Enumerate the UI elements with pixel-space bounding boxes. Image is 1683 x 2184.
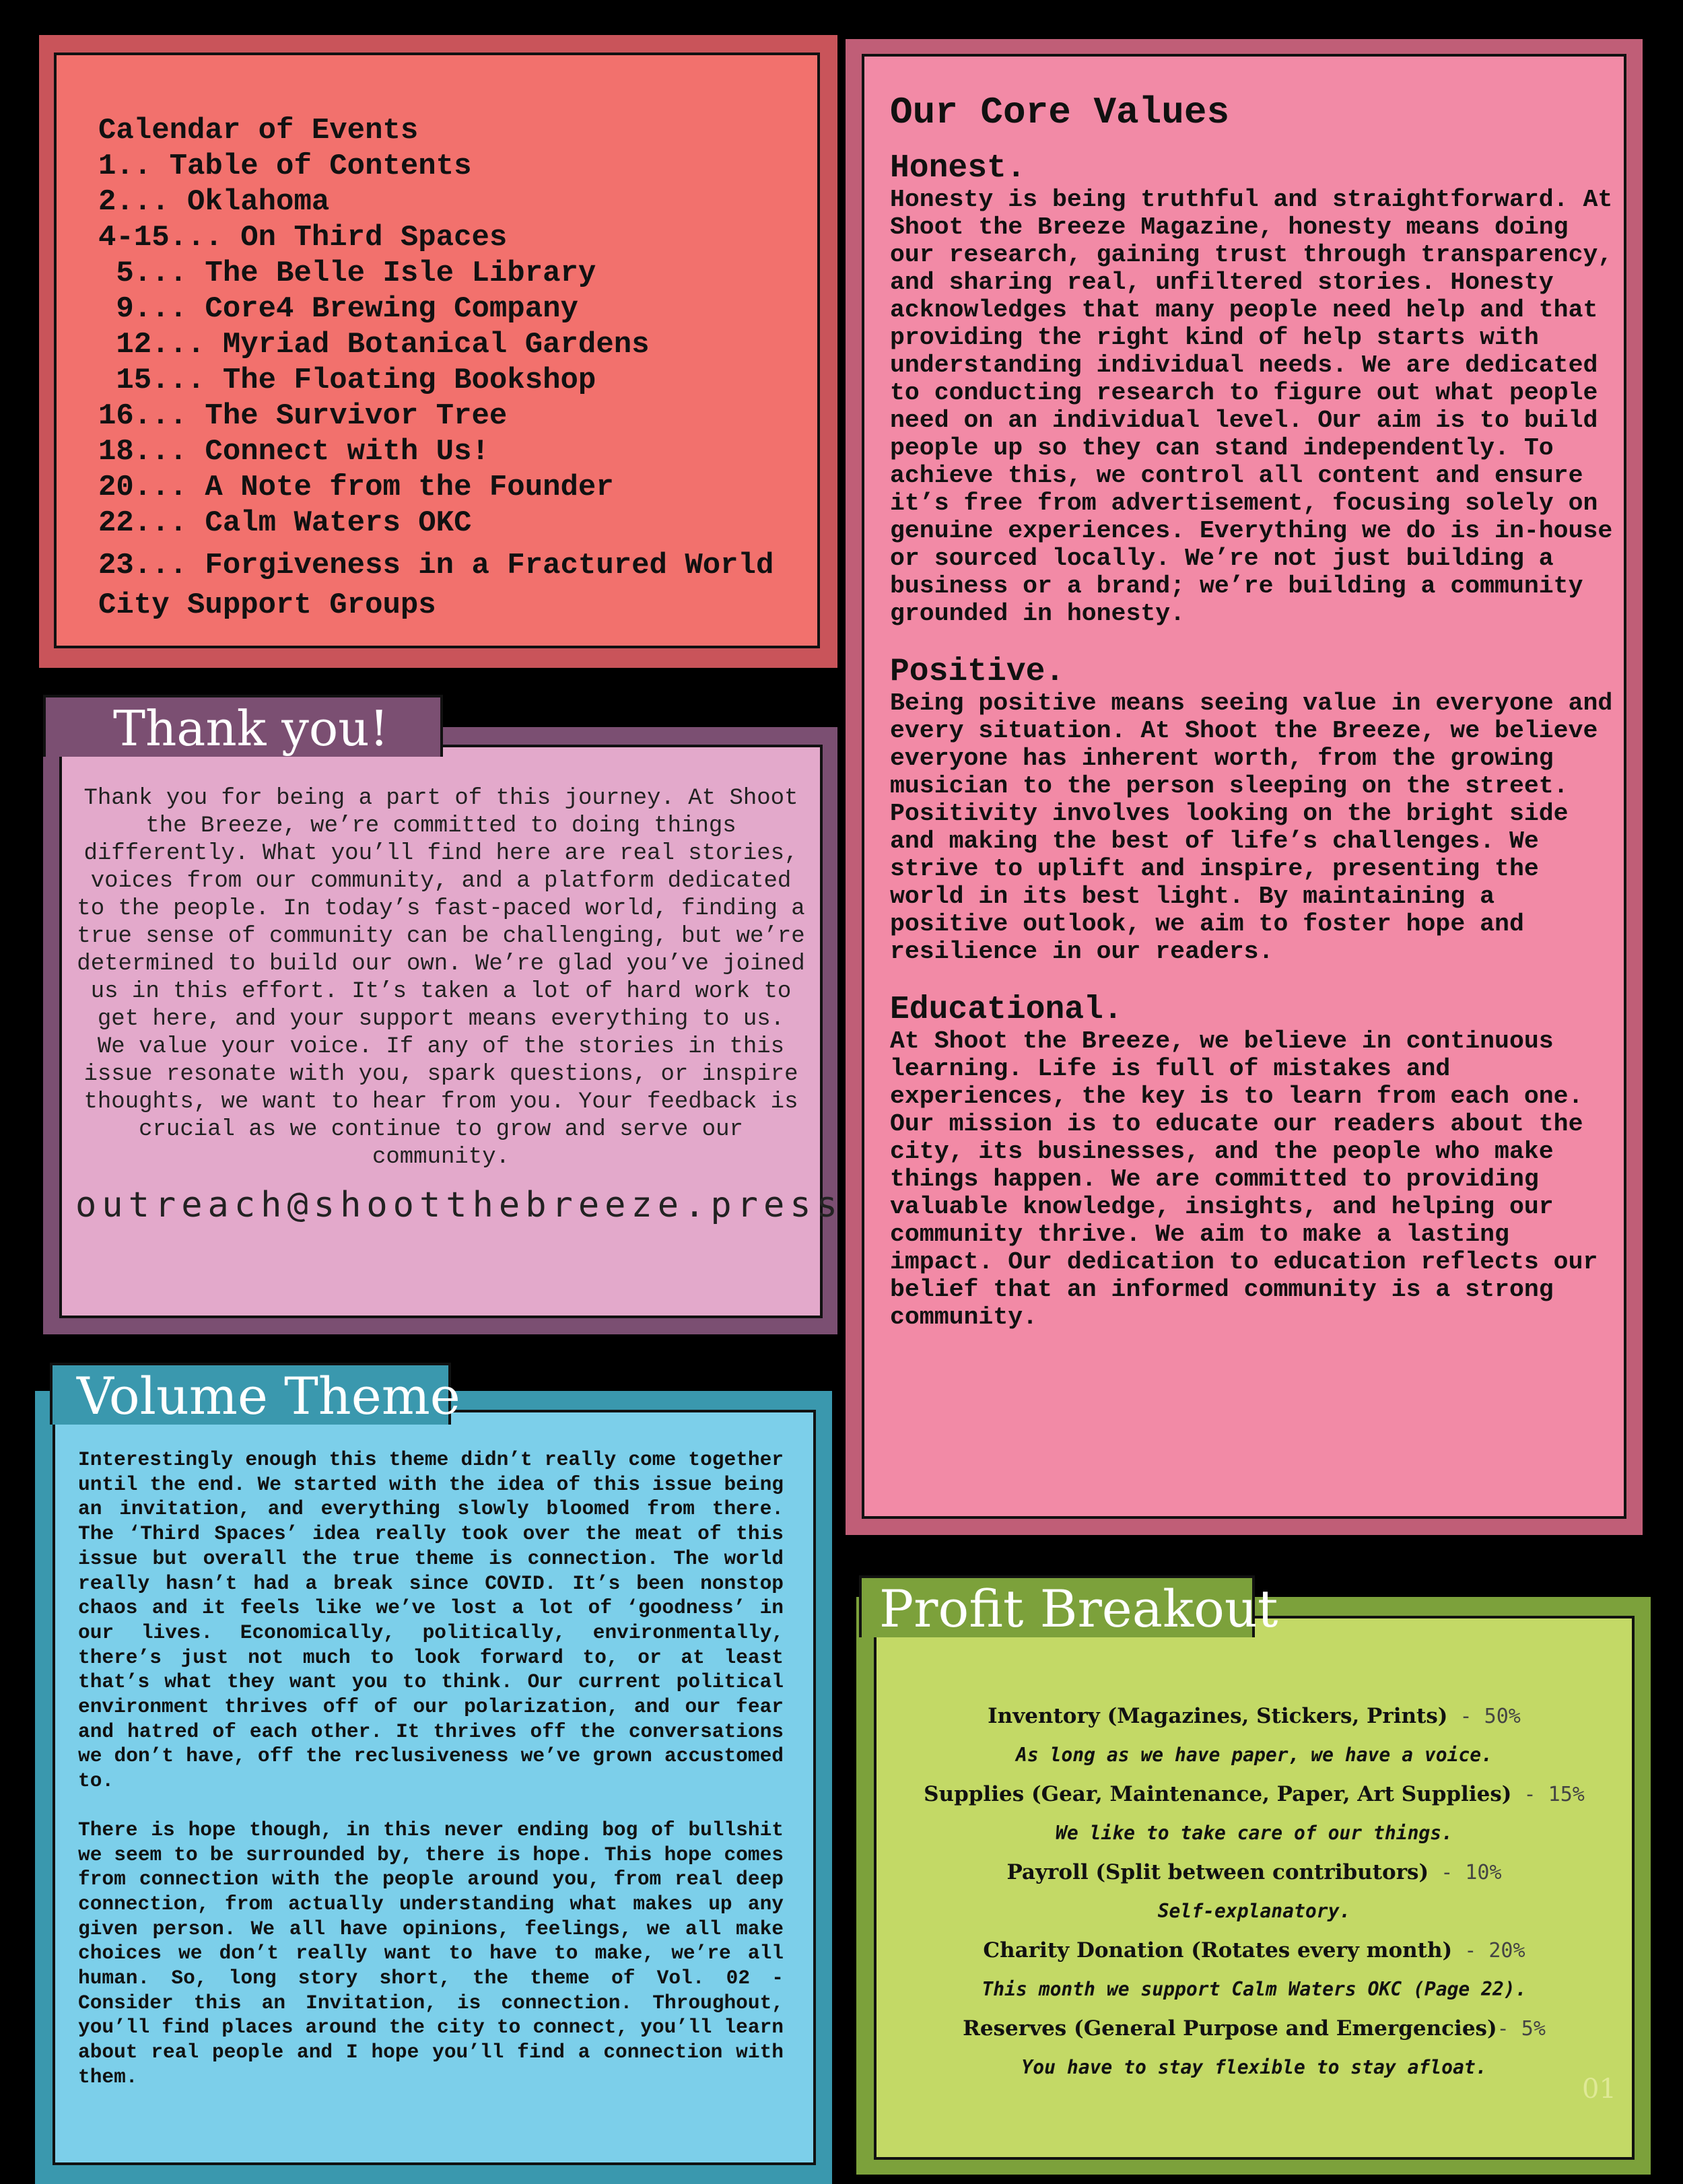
volume-theme-box bbox=[53, 1410, 816, 2165]
calendar-entry: 22... Calm Waters OKC bbox=[98, 506, 472, 540]
core-value-heading: Educational. bbox=[890, 992, 1123, 1028]
profit-item-note: You have to stay flexible to stay afloat. bbox=[1021, 2056, 1487, 2078]
profit-item-note: This month we support Calm Waters OKC (Page 22). bbox=[982, 1978, 1527, 2000]
volume-theme-paragraph: There is hope though, in this never ending bog of bullshit we seem to be surrounded by, there is hope. This hope comes from connection with the people around you, from real deep connection, from actually understanding what makes up any given person. We all have opinions, feelings, we all make choices we don’t really want to have to make, we’re all human. So, long story short, the theme of Vol. 02 - Consider this an Invitation, is connection. Throughout, you’ll find places around the city to connect, you’ll learn about real people and I hope you’ll find a connection with them. bbox=[78, 1818, 784, 2088]
profit-item-label: Inventory (Magazines, Stickers, Prints) bbox=[988, 1704, 1448, 1728]
thank-you-panel bbox=[43, 727, 843, 1334]
contact-email: outreach@shootthebreeze.press bbox=[75, 1185, 843, 1225]
profit-item-label: Supplies (Gear, Maintenance, Paper, Art Supplies) bbox=[924, 1782, 1512, 1806]
profit-item-percent: - 15% bbox=[1511, 1783, 1585, 1806]
profit-item-note: We like to take care of our things. bbox=[1055, 1822, 1453, 1844]
calendar-entry: 16... The Survivor Tree bbox=[98, 399, 508, 433]
profit-item-label: Charity Donation (Rotates every month) bbox=[983, 1938, 1453, 1963]
core-value-body: Honesty is being truthful and straightforward. At Shoot the Breeze Magazine, honesty means doing our research, gaining trust through transparency, and sharing real, unfiltered stories. Honesty acknowledges that many people need help and that providing the right kind of help starts with understanding individual needs. We are dedicated to conducting research to figure out what people need on an individual level. Our aim is to build people up so they can stand independently. To achieve this, we control all content and ensure it’s free from advertisement, focusing solely on genuine experiences. Everything we do is in-house or sourced locally. We’re not just building a business or a brand; we’re building a community grounded in honesty. bbox=[890, 186, 1613, 627]
profit-item bbox=[877, 1775, 1632, 1814]
volume-theme-tab: Volume Theme bbox=[50, 1363, 451, 1425]
calendar-title: Calendar of Events bbox=[98, 114, 419, 147]
calendar-entry: 4-15... On Third Spaces bbox=[98, 221, 508, 254]
volume-theme-paragraph: Interestingly enough this theme didn’t really come together until the end. We started with the idea of this issue being an invitation, and everything slowly bloomed from there. The ‘Third Spaces’ idea really took over the meat of this issue but overall the true theme is connection. The world really hasn’t had a break since COVID. It’s been nonstop chaos and it feels like we’ve lost a lot of ‘goodness’ in our lives. Economically, politically, environmentally, there’s just not much to look forward to, or at least that’s what they want you to think. Our current political environment thrives off of our polarization, and our fear and hatred of each other. It thrives off the conversations we don’t have, off the reclusiveness we’ve grown accustomed to. bbox=[78, 1448, 784, 1793]
calendar-entry: 9... Core4 Brewing Company bbox=[98, 292, 578, 326]
calendar-entry: 23... Forgiveness in a Fractured World bbox=[98, 549, 774, 582]
page-number: 01 bbox=[1582, 2074, 1616, 2105]
core-values-title: Our Core Values bbox=[890, 91, 1230, 134]
profit-item-label: Payroll (Split between contributors) bbox=[1006, 1860, 1429, 1884]
core-value-heading: Positive. bbox=[890, 654, 1065, 690]
profit-item-percent: - 10% bbox=[1429, 1861, 1502, 1884]
thank-you-box bbox=[59, 745, 843, 1318]
calendar-entry: 20... A Note from the Founder bbox=[98, 471, 614, 504]
calendar-panel bbox=[39, 35, 837, 668]
calendar-entry: 2... Oklahoma bbox=[98, 185, 330, 219]
profit-item bbox=[877, 1853, 1632, 1892]
calendar-entry: City Support Groups bbox=[98, 588, 436, 622]
core-value-heading: Honest. bbox=[890, 150, 1026, 186]
thank-you-paragraph: Thank you for being a part of this journey. At Shoot the Breeze, we’re committed to doing things differently. What you’ll find here are real stories, voices from our community, and a platform dedicated to the people. In today’s fast-paced world, finding a true sense of community can be challenging, but we’re determined to build our own. We’re glad you’ve joined us in this effort. It’s taken a lot of hard work to get here, and your support means everything to us. bbox=[77, 786, 805, 1032]
calendar-entry: 5... The Belle Isle Library bbox=[98, 257, 596, 290]
profit-item-note: Self-explanatory. bbox=[1157, 1900, 1351, 1922]
core-value-body: At Shoot the Breeze, we believe in continuous learning. Life is full of mistakes and experiences, the key is to learn from each one. Our mission is to educate our readers about the city, its businesses, and the people who make things happen. We are committed to providing valuable knowledge, insights, and helping our community thrive. We aim to make a lasting impact. Our dedication to education reflects our belief that an informed community is a strong community. bbox=[890, 1027, 1598, 1331]
profit-item-note: As long as we have paper, we have a voice. bbox=[1015, 1744, 1492, 1766]
profit-item-percent: - 5% bbox=[1497, 2017, 1546, 2041]
profit-breakout-box bbox=[874, 1616, 1635, 2160]
thank-you-tab: Thank you! bbox=[43, 695, 443, 757]
profit-item bbox=[877, 1697, 1632, 1736]
calendar-entry: 18... Connect with Us! bbox=[98, 435, 489, 469]
profit-breakout-panel bbox=[856, 1597, 1651, 2175]
profit-item-percent: - 20% bbox=[1452, 1939, 1525, 1963]
profit-item-percent: - 50% bbox=[1447, 1705, 1521, 1728]
core-values-box bbox=[862, 54, 1626, 1519]
profit-item bbox=[877, 1931, 1632, 1970]
profit-item-label: Reserves (General Purpose and Emergencies) bbox=[963, 2016, 1497, 2041]
core-values-panel bbox=[846, 39, 1643, 1535]
calendar-entry: 15... The Floating Bookshop bbox=[98, 364, 596, 397]
profit-item bbox=[877, 2009, 1632, 2048]
thank-you-paragraph: We value your voice. If any of the stories in this issue resonate with you, spark questions, or inspire thoughts, we want to hear from you. Your feedback is crucial as we continue to grow and serve our community. bbox=[83, 1034, 798, 1170]
profit-breakout-tab: Profit Breakout bbox=[859, 1575, 1255, 1637]
core-value-body: Being positive means seeing value in everyone and every situation. At Shoot the Breeze, we believe everyone has inherent worth, from the growing musician to the person sleeping on the street. Positivity involves looking on the bright side and making the best of life’s challenges. We strive to uplift and inspire, presenting the world in its best light. By maintaining a positive outlook, we aim to foster hope and resilience in our readers. bbox=[890, 689, 1613, 965]
volume-theme-panel bbox=[35, 1391, 832, 2184]
calendar-entry: 1.. Table of Contents bbox=[98, 149, 472, 183]
calendar-entry: 12... Myriad Botanical Gardens bbox=[98, 328, 650, 362]
calendar-box bbox=[54, 53, 820, 648]
